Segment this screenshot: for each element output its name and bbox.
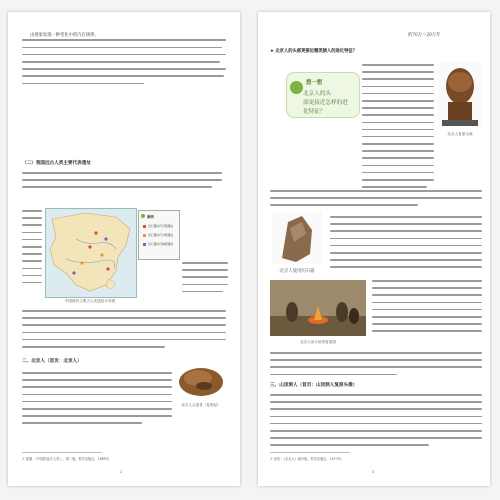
think-line-2: 部更接近怎样的进 bbox=[303, 100, 348, 106]
think-line-3: 化特征？ bbox=[303, 109, 326, 115]
middle-text-lines bbox=[270, 190, 482, 212]
map-site-marker bbox=[72, 271, 75, 274]
right-intro-lines bbox=[362, 64, 434, 193]
legend-item-early: 旧石器时代早期遗址 bbox=[143, 224, 173, 228]
fire-scene-text-lines bbox=[372, 280, 482, 338]
china-site-map bbox=[45, 208, 137, 298]
legend-title: 图例 bbox=[147, 215, 154, 219]
bullet-star-icon: ★ bbox=[270, 49, 276, 54]
map-site-marker bbox=[94, 231, 97, 234]
lower-text-lines bbox=[270, 352, 482, 381]
legend-icon bbox=[141, 214, 145, 218]
reconstructed-head-caption: 北京人复原头像 bbox=[447, 132, 473, 136]
think-line-1: 北京人的头 bbox=[303, 91, 331, 97]
intro-lead-text: 由现象发现一种变化中的内在规律。 bbox=[30, 33, 99, 38]
legend-item-mid: 旧石器时代中期遗址 bbox=[143, 233, 173, 237]
map-site-marker bbox=[80, 261, 83, 264]
map-right-text bbox=[182, 262, 228, 298]
legend-item-late: 旧石器时代晚期遗址 bbox=[143, 242, 173, 246]
footnote-divider bbox=[22, 452, 102, 453]
intro-text-lines bbox=[22, 39, 226, 84]
legend-swatch-mid bbox=[143, 234, 146, 237]
item-three-label: 三、山顶洞人（首页：山顶洞人复原头像） bbox=[270, 383, 358, 388]
post-map-text-lines bbox=[22, 310, 226, 353]
left-page-number: 2 bbox=[120, 470, 123, 474]
stone-tools-image bbox=[272, 212, 322, 264]
beijing-man-text-lines bbox=[22, 372, 172, 430]
question-heading: ★ 北京人的头部更接近哪类猿人的进化特征？ bbox=[270, 49, 357, 54]
map-left-text bbox=[22, 210, 42, 289]
map-site-marker bbox=[106, 267, 109, 270]
map-caption: 中国境内主要古人类遗址分布图 bbox=[64, 299, 116, 303]
right-page-number: 3 bbox=[372, 470, 375, 474]
left-page bbox=[8, 12, 240, 486]
item-two-label: 二、北京人（首页：北京人） bbox=[22, 359, 82, 364]
left-footnote: ① 夏鼐：《中国的远古人类》。第二版，科学出版社，1985年。 bbox=[22, 457, 113, 461]
fire-scene-caption: 北京人用火场景复原图 bbox=[300, 340, 336, 344]
legend-swatch-late bbox=[143, 243, 146, 246]
legend-swatch-early bbox=[143, 225, 146, 228]
right-footnote: ① 参见：《北京人》编写组。科学出版社，1977年。 bbox=[270, 457, 345, 461]
stone-tools-caption: 北京人使用的石器 bbox=[279, 269, 315, 274]
map-site-marker bbox=[88, 245, 91, 248]
fire-scene-image bbox=[270, 280, 366, 336]
think-title: 想一想 bbox=[306, 80, 323, 86]
section-text-lines bbox=[22, 172, 222, 194]
stone-tools-text-lines bbox=[330, 216, 482, 274]
map-site-marker bbox=[104, 237, 107, 240]
section-title: （二）我国远古人类主要代表遗址 bbox=[22, 161, 91, 166]
reconstructed-head-image bbox=[438, 62, 482, 126]
upper-cave-text-lines bbox=[270, 394, 482, 452]
think-box bbox=[286, 72, 360, 118]
right-top-text: 约70万～20万年 bbox=[408, 33, 441, 38]
map-site-marker bbox=[100, 253, 103, 256]
china-map-svg bbox=[46, 209, 136, 297]
intro-paragraph bbox=[22, 32, 226, 90]
skull-replica-image bbox=[176, 364, 226, 400]
map-legend bbox=[138, 210, 180, 260]
right-page bbox=[258, 12, 490, 486]
think-bulb-icon bbox=[290, 81, 303, 94]
footnote-divider bbox=[270, 452, 350, 453]
skull-replica-caption: 北京人头盖骨（复制品） bbox=[181, 403, 221, 407]
